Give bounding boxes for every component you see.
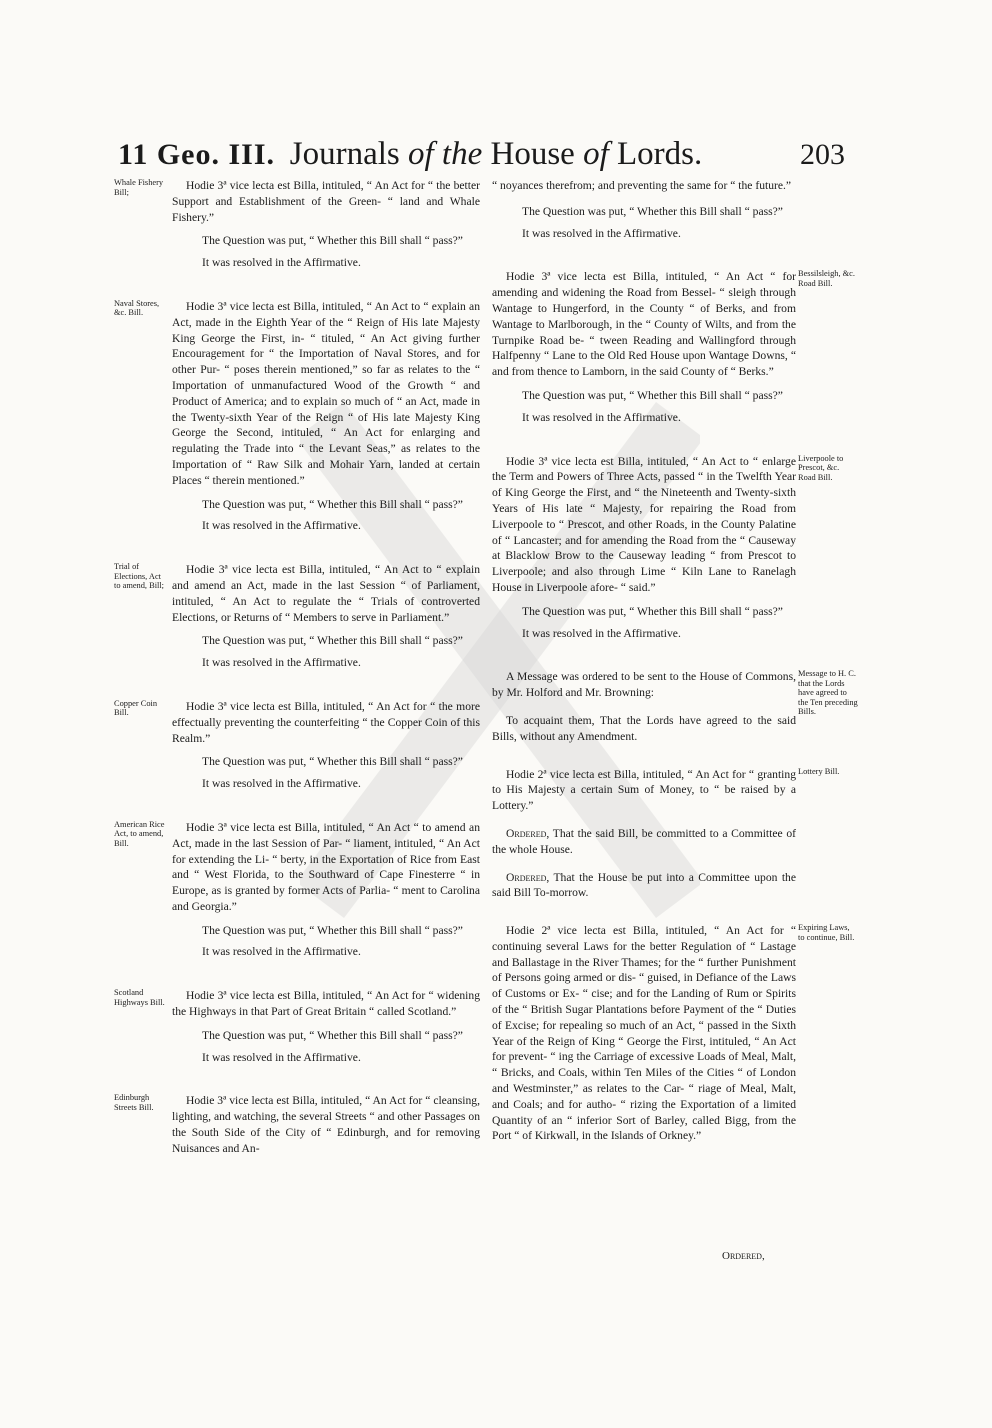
resolution: It was resolved in the Affirmative. — [522, 626, 681, 640]
left-column — [114, 178, 480, 1171]
resolution: It was resolved in the Affirmative. — [202, 256, 361, 270]
bill-entry — [114, 1093, 480, 1156]
resolution: It was resolved in the Affirmative. — [522, 226, 681, 240]
page-number: 203 — [800, 138, 845, 171]
margin-note: Copper Coin Bill. — [114, 698, 158, 718]
question-put: The Question was put, “ Whether this Bill shall “ pass?” — [202, 234, 463, 248]
title-part: Journals — [289, 136, 408, 172]
margin-note: Bessilsleigh, &c. Road Bill. — [798, 269, 855, 288]
continued-text: “ noyances therefrom; and preventing the same for “ the future.” — [492, 179, 792, 192]
order-text: That the said Bill, be committed to a Committee of the whole House. — [492, 826, 796, 856]
message-entry — [492, 669, 858, 744]
bill-entry — [114, 562, 480, 671]
title-part: Lords. — [608, 136, 703, 172]
question-put: The Question was put, “ Whether this Bill shall “ pass?” — [202, 497, 463, 511]
bill-entry — [114, 819, 480, 960]
resolution: It was resolved in the Affirmative. — [202, 945, 361, 959]
order — [492, 870, 796, 902]
question-put: The Question was put, “ Whether this Bill shall “ pass?” — [202, 923, 463, 937]
bill-reading: Hodie 2ª vice lecta est Billa, intituled, “ An Act for “ granting to His Majesty a certain Sum of Money, to “ be raised by a Lottery.” — [492, 767, 796, 813]
bill-reading: Hodie 3ª vice lecta est Billa, intituled, “ An Act for “ the more effectually preventing the counterfeiting “ the Copper Coin of this Realm.” — [172, 699, 480, 745]
order — [492, 826, 796, 858]
catchword: Ordered, — [722, 1250, 765, 1262]
ordered-label: Ordered, — [506, 870, 550, 884]
resolution: It was resolved in the Affirmative. — [202, 656, 361, 670]
margin-note: Liverpoole to Prescot, &c. Road Bill. — [798, 453, 844, 482]
bill-entry — [114, 298, 480, 534]
question-put: The Question was put, “ Whether this Bill shall “ pass?” — [202, 1028, 463, 1042]
question-put: The Question was put, “ Whether this Bill shall “ pass?” — [202, 755, 463, 769]
bill-reading: Hodie 3ª vice lecta est Billa, intituled, “ An Act for “ the better Support and Establishment of the Green- “ land and Whale Fishery.” — [172, 179, 480, 224]
margin-note: American Rice Act, to amend, Bill. — [114, 819, 165, 848]
bill-reading: Hodie 3ª vice lecta est Billa, intituled, “ An Act to “ enlarge the Term and Powers of Three Acts, passed “ in the Twelfth Year of King George the First, and “ the Nineteenth and Twenty-sixth Years of His late “ Majesty, for repairing the Road from Liverpoole to “ Prescot, and other Roads, in the County Palatine of “ Lancaster; and for amending the Road from the “ Causeway at Blacklow Brow to the Causeway leading “ from Prescot to Liverpoole; and also through Lime “ Kiln Lane to Ranelagh House in Liverpoole afore- “ said.” — [492, 454, 796, 594]
bill-entry — [114, 178, 480, 271]
resolution: It was resolved in the Affirmative. — [522, 410, 681, 424]
title-part: of the — [408, 136, 483, 172]
bill-reading: Hodie 3ª vice lecta est Billa, intituled, “ An Act to “ explain an Act, made in the Eighth Year of the “ Reign of His late Majesty King George the First, in- “ tituled, “ An Act giving further Encouragement for “ the Importation of Naval Stores, and for other Pur- “ poses therein mentioned,” so far as relates to the “ Importation of unmanufactured Wood of the Growth “ and Product of America; and to explain so much of “ an Act, made in the Twenty-sixth Year of the Reign “ of His late Majesty King George the Second, intituled, “ An Act for enlarging and regulating the Trade into “ the Levant Seas,” as relates to the Importation of “ Raw Silk and Mohair Yarn, landed at certain Places “ therein mentioned.” — [172, 299, 480, 487]
margin-note: Lottery Bill. — [798, 766, 840, 776]
bill-entry — [492, 766, 840, 902]
message-content: To acquaint them, That the Lords have agreed to the said Bills, without any Amendment. — [492, 713, 796, 743]
right-column — [492, 178, 858, 1158]
margin-note: Expiring Laws, to continue, Bill. — [798, 923, 855, 942]
margin-note: Scotland Highways Bill. — [114, 988, 165, 1007]
bill-reading: Hodie 3ª vice lecta est Billa, intituled, “ An Act “ to amend an Act, made in the last Session of Par- “ liament, intituled, “ An Act for extending the Li- “ berty, in the Exportation of Rice from East and “ West Florida, to the Southward of Cape Finesterre “ in Europe, as is granted by former Acts of Parlia- “ ment to Carolina and Georgia.” — [172, 820, 480, 913]
title-part: House — [482, 136, 584, 172]
resolution: It was resolved in the Affirmative. — [202, 1050, 361, 1064]
question-put: The Question was put, “ Whether this Bill shall “ pass?” — [522, 204, 783, 218]
bill-reading: Hodie 3ª vice lecta est Billa, intituled, “ An Act to “ explain and amend an Act, made in the last Session “ of Parliament, intituled, “ An Act to regulate the “ Trials of controverted Elections, or Returns of “ Members to serve in Parliament.” — [172, 563, 480, 624]
question-put: The Question was put, “ Whether this Bill shall “ pass?” — [202, 634, 463, 648]
title-part: of — [583, 136, 609, 172]
message-order: A Message was ordered to be sent to the House of Commons, by Mr. Holford and Mr. Browning: — [492, 670, 796, 700]
bill-reading: Hodie 3ª vice lecta est Billa, intituled, “ An Act for “ widening the Highways in that Part of Great Britain “ called Scotland.” — [172, 989, 480, 1019]
margin-note: Whale Fishery Bill; — [114, 178, 164, 197]
bill-entry — [492, 269, 855, 425]
running-head-regnal-year: 11 Geo. III. — [118, 138, 276, 171]
bill-entry — [114, 988, 480, 1065]
bill-reading: Hodie 2ª vice lecta est Billa, intituled, “ An Act for “ continuing several Laws for the better Regulation of “ Lastage and Ballastage in the River Thames; for the “ further Punishment of Persons going armed or dis- “ guised, in Defiance of the Laws of Customs or Ex- “ cise; and for the Landing of Rum or Spirits of the “ British Sugar Plantations before Payment of the “ Duties of Excise; for repealing so much of an Act, “ passed in the Sixth Year of the Reign of King “ George the First, intituled, “ An Act for prevent- “ ing the Carriage of excessive Loads of Meal, Malt, “ Bricks, and Coals, within Ten Miles of the Cities “ of London and Westminster,” as relates to the Car- “ riage of Meal, Malt, and Coals; and for autho- “ rizing the Exportation of a limited Quantity of an “ inferior Sort of Barley, called Bigg, from the Port “ of Kirkwall, in the Islands of Orkney.” — [492, 924, 796, 1143]
question-put: The Question was put, “ Whether this Bill shall “ pass?” — [522, 388, 783, 402]
bill-entry — [492, 453, 844, 642]
margin-note: Edinburgh Streets Bill. — [114, 1093, 154, 1112]
bill-reading: Hodie 3ª vice lecta est Billa, intituled, “ An Act for “ cleansing, lighting, and watching, the several Streets “ and other Passages on the South Side of the City of “ Edinburgh, and for removing Nuisances and An- — [172, 1094, 480, 1155]
bill-entry — [114, 698, 480, 792]
resolution: It was resolved in the Affirmative. — [202, 777, 361, 791]
resolution: It was resolved in the Affirmative. — [202, 519, 361, 533]
margin-note: Message to H. C. that the Lords have agreed to the Ten preceding Bills. — [798, 669, 858, 717]
bill-entry — [492, 923, 855, 1144]
margin-note: Trial of Elections, Act to amend, Bill; — [114, 562, 165, 591]
ordered-label: Ordered, — [506, 826, 550, 840]
bill-reading: Hodie 3ª vice lecta est Billa, intituled, “ An Act “ for amending and widening the Road from Bessel- “ sleigh through Wantage to Hungerford, in the County “ of Berks, and from Wantage to Marlborough, in the “ County of Wilts, and from the Turnpike Road be- “ tween Reading and Wallingford through Halfpenny “ Lane to the Old Red House upon Wantage Downs, “ and from thence to Lamborn, in the said County of “ Berks.” — [492, 270, 796, 379]
margin-note: Naval Stores, &c. Bill. — [114, 298, 160, 318]
question-put: The Question was put, “ Whether this Bill shall “ pass?” — [522, 604, 783, 618]
order-text: That the House be put into a Committee upon the said Bill To-morrow. — [492, 870, 796, 900]
